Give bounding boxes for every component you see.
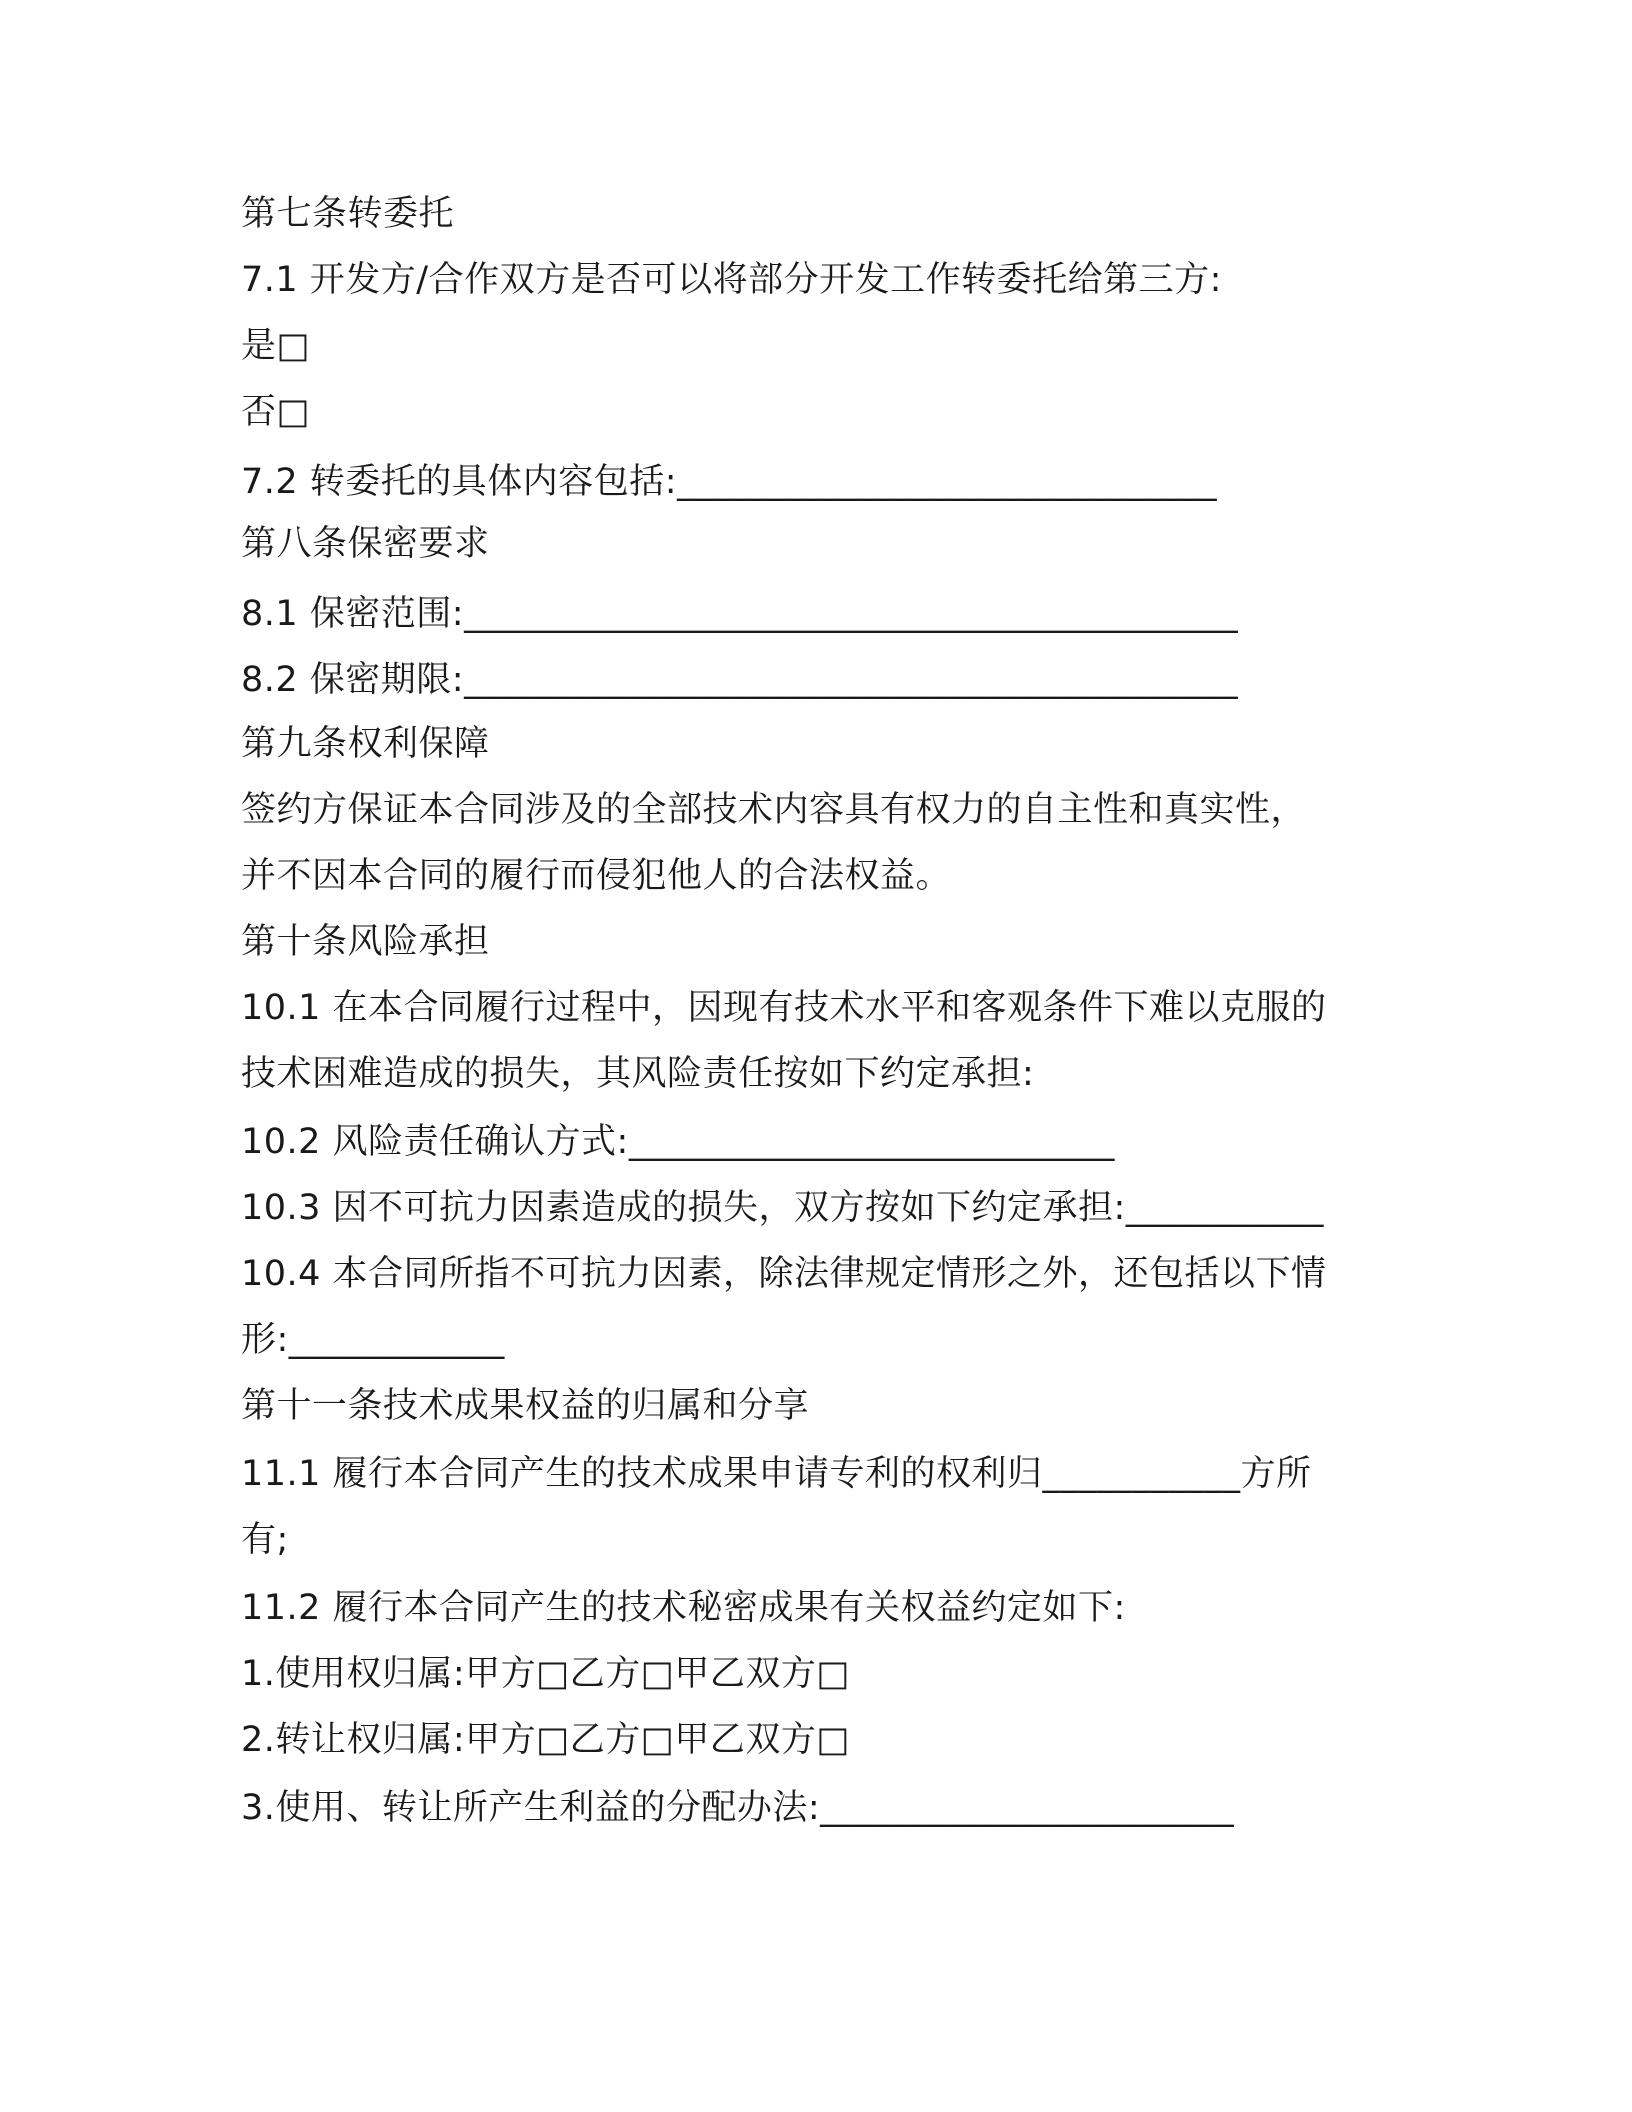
option-no: 否□ <box>241 392 311 432</box>
clause-11-1-line-2: 有; <box>241 1520 289 1560</box>
option-yes: 是□ <box>241 326 311 366</box>
clause-8-1: 8.1 保密范围:___________________________________________ <box>241 594 1239 634</box>
article-9-text-line-1: 签约方保证本合同涉及的全部技术内容具有权力的自主性和真实性， <box>241 790 1307 830</box>
clause-10-1-line-1: 10.1 在本合同履行过程中，因现有技术水平和客观条件下难以克服的 <box>241 988 1327 1028</box>
clause-10-3: 10.3 因不可抗力因素造成的损失，双方按如下约定承担:___________ <box>241 1188 1324 1228</box>
clause-7-1: 7.1 开发方/合作双方是否可以将部分开发工作转委托给第三方: <box>241 260 1222 300</box>
article-9-heading: 第九条权利保障 <box>241 724 490 764</box>
article-8-heading: 第八条保密要求 <box>241 524 490 564</box>
clause-8-2: 8.2 保密期限:___________________________________________ <box>241 660 1239 700</box>
article-11-heading: 第十一条技术成果权益的归属和分享 <box>241 1386 810 1426</box>
item-benefit-distribution: 3.使用、转让所产生利益的分配办法:_______________________ <box>241 1788 1235 1828</box>
clause-10-1-line-2: 技术困难造成的损失，其风险责任按如下约定承担: <box>241 1054 1035 1094</box>
clause-11-2: 11.2 履行本合同产生的技术秘密成果有关权益约定如下: <box>241 1588 1126 1628</box>
clause-10-2: 10.2 风险责任确认方式:___________________________ <box>241 1122 1115 1162</box>
clause-10-4-line-1: 10.4 本合同所指不可抗力因素，除法律规定情形之外，还包括以下情 <box>241 1254 1327 1294</box>
clause-11-1-line-1: 11.1 履行本合同产生的技术成果申请专利的权利归___________方所 <box>241 1454 1312 1494</box>
item-usage-rights: 1.使用权归属:甲方□乙方□甲乙双方□ <box>241 1654 850 1694</box>
item-transfer-rights: 2.转让权归属:甲方□乙方□甲乙双方□ <box>241 1720 850 1760</box>
clause-10-4-line-2: 形:____________ <box>241 1320 505 1360</box>
article-9-text-line-2: 并不因本合同的履行而侵犯他人的合法权益。 <box>241 856 952 896</box>
clause-7-2: 7.2 转委托的具体内容包括:______________________________ <box>241 462 1218 502</box>
article-10-heading: 第十条风险承担 <box>241 922 490 962</box>
article-7-heading: 第七条转委托 <box>241 194 455 234</box>
